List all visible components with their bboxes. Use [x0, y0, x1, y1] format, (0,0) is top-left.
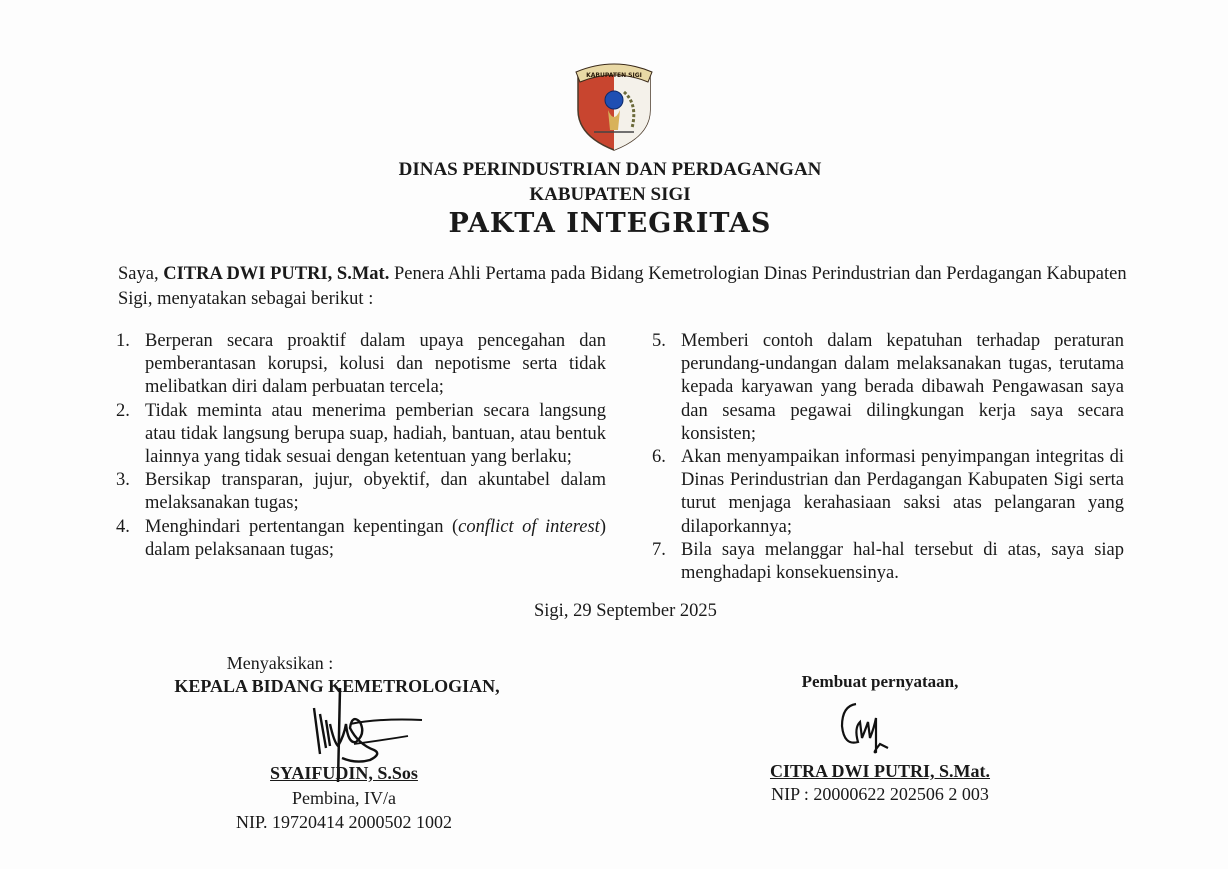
item-text-before: Menghindari pertentangan kepentingan (	[145, 516, 459, 537]
witness-nip: NIP. 19720414 2000502 1002	[235, 812, 452, 832]
item-number: 6.	[652, 447, 666, 468]
witness-name	[0, 763, 688, 784]
date-line: Sigi, 29 September 2025	[534, 601, 717, 621]
commitment-item	[652, 446, 1124, 539]
declarant-signature-icon	[836, 698, 896, 756]
item-text-italic: conflict of interest	[458, 516, 600, 537]
kabupaten-sigi-emblem-icon	[572, 58, 656, 152]
intro-statement	[118, 262, 1128, 312]
intro-prefix: Saya,	[118, 264, 164, 284]
regency-name: KABUPATEN SIGI	[529, 184, 691, 205]
agency-name: DINAS PERINDUSTRIAN DAN PERDAGANGAN	[398, 159, 822, 180]
declarant-name-inline: CITRA DWI PUTRI, S.Mat.	[163, 264, 390, 284]
commitment-item	[116, 330, 606, 400]
emblem-banner-text: KABUPATEN SIGI	[586, 72, 642, 79]
witness-role: KEPALA BIDANG KEMETROLOGIAN,	[174, 676, 500, 696]
item-number: 7.	[652, 539, 666, 560]
commitments-right-column	[652, 330, 1124, 585]
declarant-name	[700, 761, 1060, 782]
witness-label: Menyaksikan :	[226, 653, 334, 673]
commitment-item	[116, 516, 606, 562]
item-text-after: ) dalam pelaksanaan tugas;	[145, 516, 606, 560]
item-text: Memberi contoh dalam kepatuhan terhadap peraturan perundang-undangan dalam melaksanakan tugas, terutama kepada karyawan yang berada dibawah Pengawasan saya dan sesama pegawai dilingkungan kerja saya secara konsisten;	[681, 331, 1124, 444]
commitment-item	[116, 469, 606, 515]
item-number: 4.	[116, 516, 130, 537]
intro-suffix: Penera Ahli Pertama pada Bidang Kemetrologian Dinas Perindustrian dan Perdagangan Kabupaten Sigi, menyatakan sebagai berikut :	[118, 264, 1127, 309]
item-number: 1.	[116, 331, 130, 351]
declarant-label: Pembuat pernyataan,	[801, 672, 959, 691]
commitment-item	[652, 539, 1124, 585]
item-number: 2.	[116, 400, 130, 421]
commitment-item	[116, 400, 606, 470]
witness-rank: Pembina, IV/a	[292, 788, 396, 808]
item-text: Akan menyampaikan informasi penyimpangan integritas di Dinas Perindustrian dan Perdagangan Kabupaten Sigi serta turut menjaga kerahasiaan saksi atas pelangaran yang dilaporkannya;	[681, 447, 1124, 537]
item-number: 5.	[652, 331, 666, 351]
commitments-left-column	[116, 330, 606, 562]
item-text	[145, 516, 606, 562]
item-text: Berperan secara proaktif dalam upaya pencegahan dan pemberantasan korupsi, kolusi dan nepotisme serta tidak melibatkan diri dalam perbuatan tercela;	[145, 331, 606, 398]
item-number: 3.	[116, 470, 130, 491]
item-text: Bila saya melanggar hal-hal tersebut di atas, saya siap menghadapi konsekuensinya.	[681, 539, 1124, 584]
item-text: Tidak meminta atau menerima pemberian secara langsung atau tidak langsung berupa suap, hadiah, bantuan, atau bentuk lainnya yang tidak sesuai dengan ketentuan yang berlaku;	[145, 400, 606, 468]
commitment-item	[652, 330, 1124, 446]
item-text: Bersikap transparan, jujur, obyektif, dan akuntabel dalam melaksanakan tugas;	[145, 470, 606, 514]
declarant-name-text: CITRA DWI PUTRI, S.Mat.	[769, 761, 991, 781]
document-title: PAKTA INTEGRITAS	[448, 208, 772, 239]
witness-name-text: SYAIFUDIN, S.Sos	[270, 763, 418, 783]
declarant-nip: NIP : 20000622 202506 2 003	[771, 784, 989, 804]
